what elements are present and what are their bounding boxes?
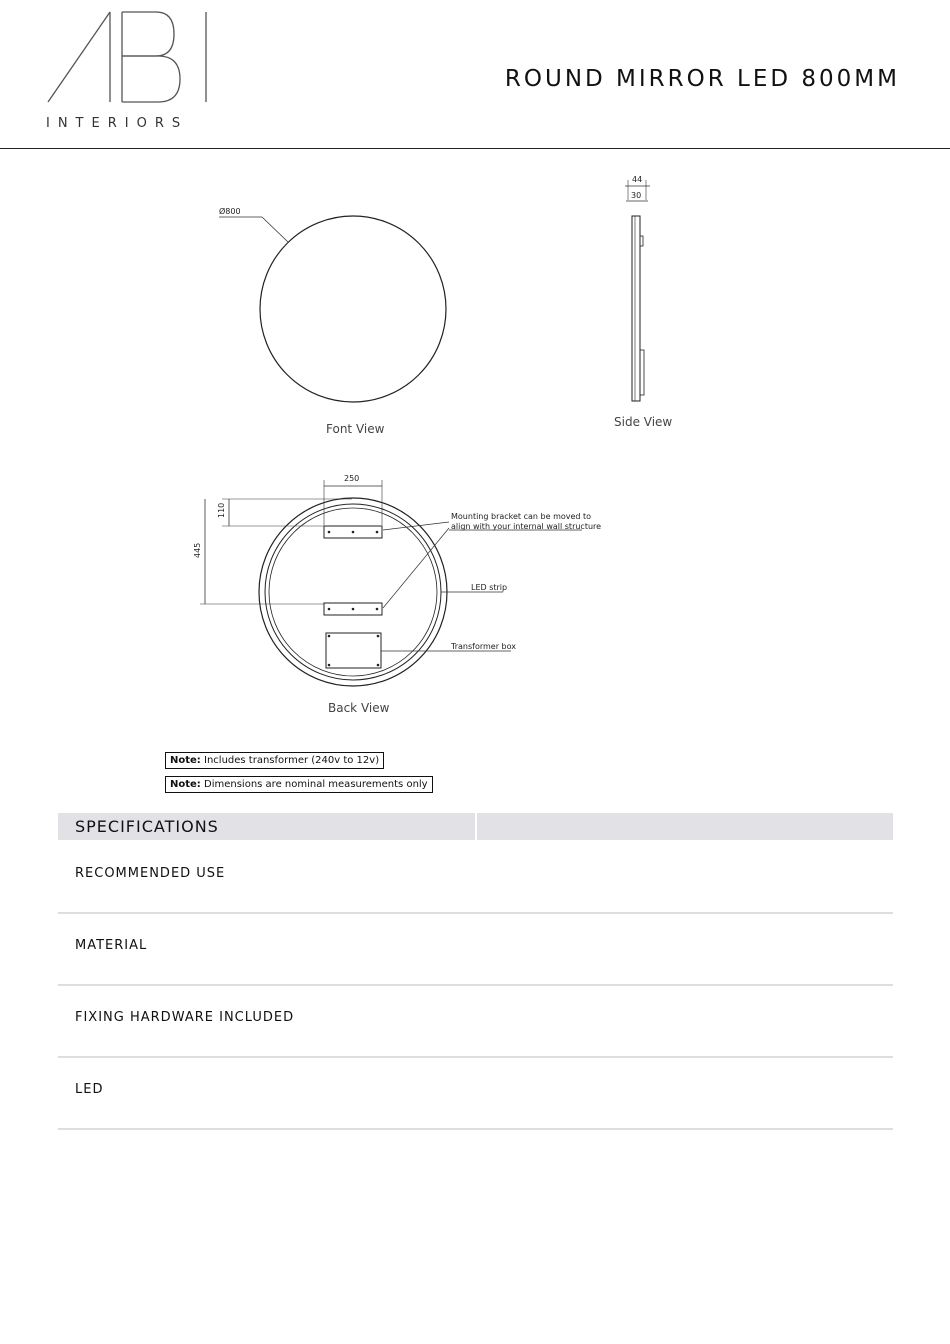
side-view-depth-outer: 44: [632, 175, 643, 184]
spec-row-recommended-use: [58, 840, 893, 914]
spec-row-material: [58, 912, 893, 986]
front-view-caption: Font View: [326, 422, 385, 436]
note-text: Dimensions are nominal measurements only: [204, 779, 428, 790]
specifications-header: [58, 813, 893, 840]
note-transformer: [165, 752, 384, 769]
note-text: Includes transformer (240v to 12v): [204, 755, 380, 766]
page-title: ROUND MIRROR LED 800MM: [504, 66, 900, 92]
spec-row-fixing-hardware: [58, 984, 893, 1058]
callout-led-strip: LED strip: [471, 583, 508, 592]
back-view-caption: Back View: [328, 701, 390, 715]
spec-label: MATERIAL: [75, 938, 148, 953]
note-prefix: Note:: [170, 755, 201, 766]
transformer-box: [326, 633, 381, 668]
callout-mounting-bracket-line2: align with your internal wall structure: [451, 522, 602, 531]
back-view: [193, 474, 601, 715]
back-view-bracket-spacing-dimension: 445: [193, 542, 202, 558]
brand-subtitle: INTERIORS: [46, 116, 189, 131]
side-view-mirror-profile: [632, 216, 640, 401]
spec-label: FIXING HARDWARE INCLUDED: [75, 1010, 295, 1025]
back-view-top-offset-dimension: 110: [217, 502, 226, 518]
callout-transformer-box: Transformer box: [451, 642, 517, 651]
spec-label: LED: [75, 1082, 104, 1097]
side-view-depth-inner: 30: [631, 191, 642, 200]
specifications-header-divider: [475, 813, 477, 840]
front-view-diameter-label: Ø800: [219, 207, 241, 216]
front-view: [219, 206, 446, 436]
mounting-bracket-top: [324, 526, 382, 538]
diameter-leader: [262, 217, 288, 242]
note-dimensions: [165, 776, 433, 793]
side-view: [614, 175, 672, 429]
front-view-mirror-outline: [260, 216, 446, 402]
back-view-led-strip: [265, 504, 441, 680]
specifications-title: SPECIFICATIONS: [75, 817, 219, 836]
note-prefix: Note:: [170, 779, 201, 790]
spec-label: RECOMMENDED USE: [75, 866, 226, 881]
spec-row-led: [58, 1056, 893, 1130]
mounting-bracket-bottom: [324, 603, 382, 615]
back-view-width-dimension: 250: [344, 474, 360, 483]
side-view-caption: Side View: [614, 415, 673, 429]
callout-mounting-bracket-line1: Mounting bracket can be moved to: [451, 512, 592, 521]
